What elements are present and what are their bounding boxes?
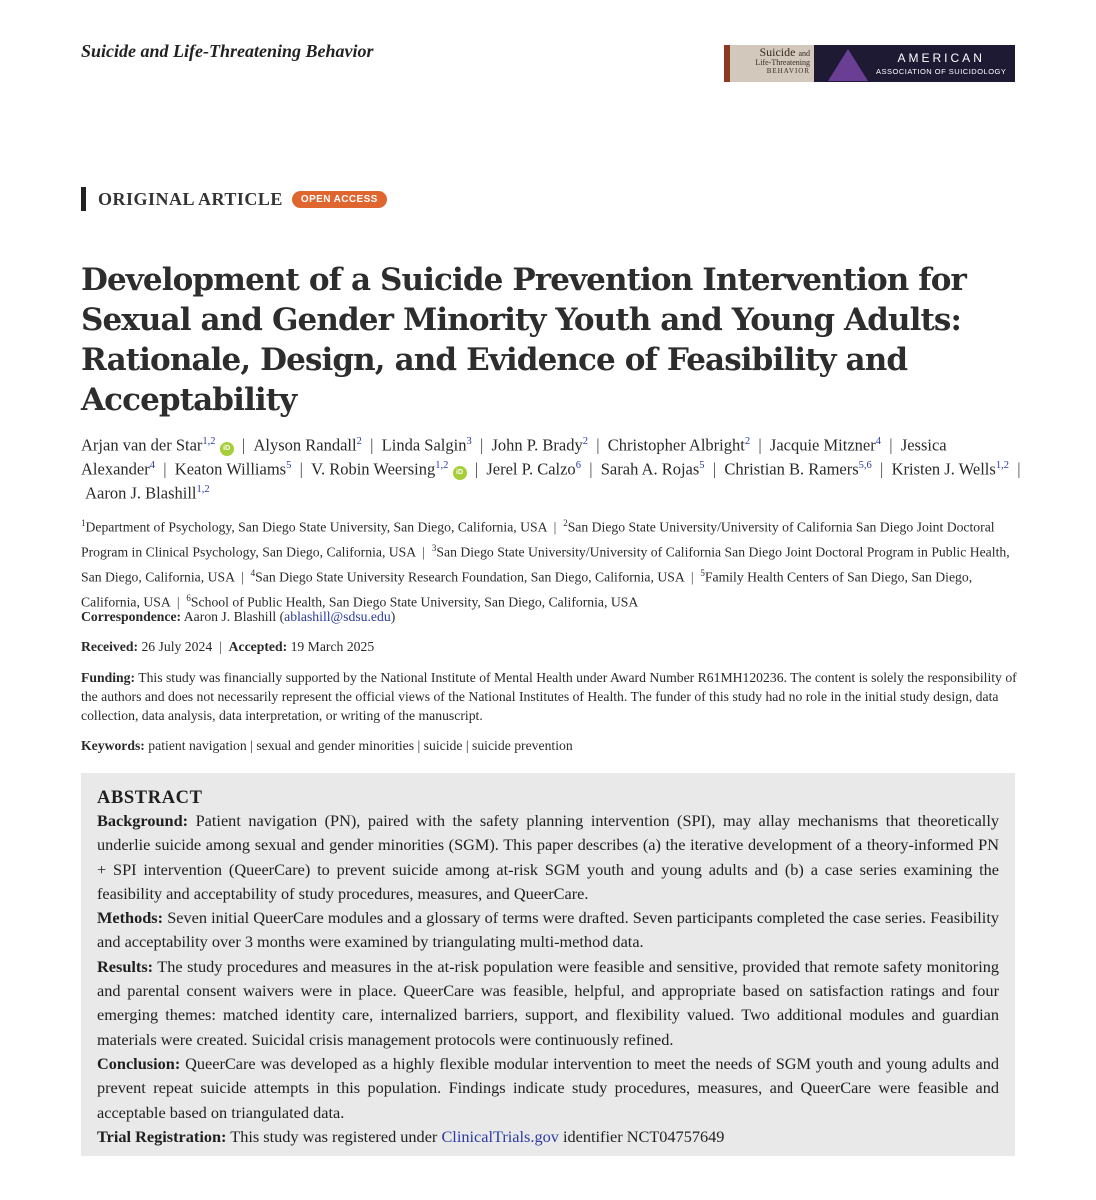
- affiliation-separator: |: [415, 544, 432, 560]
- affiliation-separator: |: [169, 594, 187, 610]
- keywords-label: Keywords:: [81, 738, 145, 753]
- abstract-box: [81, 773, 1015, 1156]
- conclusion-label: Conclusion:: [97, 1053, 181, 1073]
- abstract-heading: ABSTRACT: [97, 788, 203, 808]
- aas-logo: [814, 45, 1015, 82]
- correspondence-email-link[interactable]: ablashill@sdsu.edu: [284, 609, 391, 624]
- abstract-background: [97, 809, 999, 906]
- aas-logo-line-2: ASSOCIATION OF SUICIDOLOGY: [876, 67, 1007, 76]
- keywords: [81, 736, 1021, 755]
- accepted-date: 19 March 2025: [290, 639, 375, 654]
- author-name: Aaron J. Blashill: [85, 483, 197, 503]
- affiliation-number: 4: [250, 567, 256, 578]
- affiliation-number: 1: [81, 518, 86, 528]
- trial-text: This study was registered under: [230, 1126, 438, 1146]
- author-affiliation-number: 1,2: [435, 460, 449, 471]
- author-separator: |: [233, 435, 254, 455]
- author-name: Sarah A. Rojas: [600, 459, 700, 479]
- correspondence: Correspondence: Aaron J. Blashill (ablashill@sdsu.edu): [81, 609, 396, 624]
- funding: [81, 668, 1021, 725]
- abstract-trial-registration: [97, 1125, 999, 1149]
- correspondence-label: Correspondence:: [81, 609, 182, 624]
- author-affiliation-number: 1,2: [202, 436, 216, 447]
- article-type-bar: [81, 187, 86, 211]
- author-affiliation-number: 2: [582, 436, 588, 447]
- journal-logo: [724, 45, 1015, 82]
- author-affiliation-number: 5: [699, 460, 705, 471]
- author-separator: |: [871, 459, 892, 479]
- author-affiliation-number: 2: [744, 436, 751, 447]
- journal-name: Suicide and Life-Threatening Behavior: [81, 41, 374, 61]
- author-name: John P. Brady: [491, 435, 583, 455]
- affiliation-separator: |: [683, 569, 701, 585]
- results-text: The study procedures and measures in the at-risk population were feasible and sensitive, provided that remote safety monitoring and parental consent waivers were in place. QueerCare was feasible, helpful, and appropriate based on satisfaction ratings and four emerging themes: matched identity care, internalized barriers, support, and flexibility valued. Two additional modules and guardian materials were created. Suicidal crisis management protocols were continuously refined.: [97, 956, 1000, 1049]
- conclusion-text: QueerCare was developed as a highly flexible modular intervention to meet the needs of SGM youth and young adults and prevent repeat suicide attempts in this population. Findings indicate study procedures, measures, and QueerCare were feasible and acceptable based on triangulated data.: [97, 1053, 999, 1122]
- funding-label: Funding:: [81, 670, 136, 685]
- article-dates: Received: 26 July 2024 | Accepted: 19 March 2025: [81, 639, 375, 654]
- affiliation-text: San Diego State University/University of California San Diego Joint Doctoral Program in Clinical Psychology, San Diego, California, USA: [81, 519, 995, 560]
- keywords-text: patient navigation | sexual and gender minorities | suicide | suicide prevention: [148, 738, 573, 753]
- author-affiliation-number: 4: [875, 436, 881, 447]
- results-label: Results:: [97, 956, 154, 976]
- author-name: Jacquie Mitzner: [769, 435, 876, 455]
- author-affiliation-number: 6: [575, 460, 581, 471]
- author-name: Linda Salgin: [381, 435, 467, 455]
- author-separator: |: [881, 435, 901, 455]
- author-affiliation-number: 1,2: [995, 460, 1009, 471]
- author-name: Arjan van der Star: [81, 435, 203, 455]
- affiliation-separator: |: [546, 519, 564, 535]
- logo-word-behavior: BEHAVIOR: [766, 67, 810, 75]
- author-separator: |: [580, 459, 601, 479]
- author-separator: |: [81, 459, 1021, 503]
- author-separator: |: [361, 435, 382, 455]
- clinicaltrials-link[interactable]: ClinicalTrials.gov: [441, 1126, 559, 1146]
- author-affiliation-number: 5,6: [858, 460, 872, 471]
- background-label: Background:: [97, 811, 189, 830]
- author-affiliation-number: 3: [466, 436, 472, 447]
- methods-label: Methods:: [97, 908, 164, 928]
- orcid-icon[interactable]: iD: [220, 442, 234, 456]
- article-title: Development of a Suicide Prevention Intervention for Sexual and Gender Minority Youth and Young Adults: Rationale, Design, and Evidence of Feasibility and Acceptability: [81, 262, 966, 418]
- author-separator: |: [154, 459, 175, 479]
- author-name: Keaton Williams: [174, 459, 287, 479]
- author-affiliation-number: 5: [286, 460, 292, 471]
- received-date: 26 July 2024: [141, 639, 213, 654]
- author-separator: |: [471, 435, 492, 455]
- author-separator: |: [291, 459, 312, 479]
- affiliation-number: 6: [186, 592, 191, 603]
- author-name: Christopher Albright: [607, 435, 745, 455]
- author-separator: |: [704, 459, 725, 479]
- author-affiliation-number: 2: [356, 436, 362, 447]
- affiliation-number: 2: [563, 518, 568, 528]
- aas-logo-line-1: AMERICAN: [897, 51, 985, 65]
- affiliation-text: Department of Psychology, San Diego State University, San Diego, California, USA: [85, 519, 547, 535]
- aas-triangle-icon: [828, 49, 868, 81]
- affiliation-text: School of Public Health, San Diego State University, San Diego, California, USA: [190, 594, 639, 610]
- article-type: [81, 187, 387, 211]
- author-name: V. Robin Weersing: [311, 459, 436, 479]
- orcid-icon[interactable]: iD: [453, 466, 467, 480]
- affiliations: [81, 513, 1021, 612]
- author-name: Jerel P. Calzo: [486, 459, 576, 479]
- affiliation-text: San Diego State University/University of California San Diego Joint Doctoral Program in Public Health, San Diego, California, USA: [81, 544, 1010, 585]
- author-separator: |: [750, 435, 770, 455]
- article-type-label: ORIGINAL ARTICLE: [98, 188, 283, 209]
- trial-label: Trial Registration:: [97, 1126, 227, 1146]
- author-affiliation-number: 1,2: [196, 484, 210, 495]
- affiliation-text: Family Health Centers of San Diego, San Diego, California, USA: [81, 569, 973, 610]
- author-list: [81, 432, 1021, 504]
- author-name: Kristen J. Wells: [891, 459, 996, 479]
- open-access-badge: OPEN ACCESS: [292, 191, 387, 208]
- correspondence-name: Aaron J. Blashill: [183, 609, 277, 624]
- background-text: Patient navigation (PN), paired with the safety planning intervention (SPI), may allay mechanisms that theoretically underlie suicide among sexual and gender minorities (SGM). This paper describes (a) the iterative development of a theory-informed PN + SPI intervention (QueerCare) to prevent suicide among at-risk SGM youth and young adults and (b) a case series examining the feasibility and acceptability of study procedures, measures, and QueerCare.: [97, 811, 999, 903]
- author-affiliation-number: 4: [149, 460, 155, 471]
- affiliation-number: 3: [431, 542, 437, 553]
- trial-id: identifier NCT04757649: [562, 1126, 725, 1146]
- journal-logo-mark: [724, 45, 814, 82]
- author-separator: |: [466, 459, 487, 479]
- author-separator: |: [587, 435, 608, 455]
- methods-text: Seven initial QueerCare modules and a glossary of terms were drafted. Seven participants completed the case series. Feasibility and acceptability over 3 months were examined by triangulating multi-method data.: [97, 908, 999, 952]
- funding-text: This study was financially supported by the National Institute of Mental Health under Award Number R61MH120236. The content is solely the responsibility of the authors and does not necessarily represent the official views of the National Institutes of Health. The funder of this study had no role in the initial study design, data collection, data analysis, data interpretation, or writing of the manuscript.: [81, 670, 1017, 723]
- accepted-label: Accepted:: [228, 639, 288, 654]
- affiliation-text: San Diego State University Research Foundation, San Diego, California, USA: [255, 569, 684, 585]
- abstract-conclusion: [97, 1052, 999, 1125]
- author-name: Christian B. Ramers: [724, 459, 859, 479]
- logo-word-life-threatening: Life-Threatening: [755, 58, 810, 67]
- affiliation-number: 5: [700, 567, 705, 578]
- author-name: Alyson Randall: [253, 435, 357, 455]
- received-label: Received:: [81, 639, 139, 654]
- abstract-methods: [97, 906, 999, 955]
- logo-word-and: and: [798, 49, 810, 58]
- affiliation-separator: |: [234, 569, 251, 585]
- logo-word-suicide: Suicide: [759, 45, 796, 59]
- abstract-results: [97, 955, 999, 1052]
- author-name: Jessica Alexander: [81, 435, 947, 479]
